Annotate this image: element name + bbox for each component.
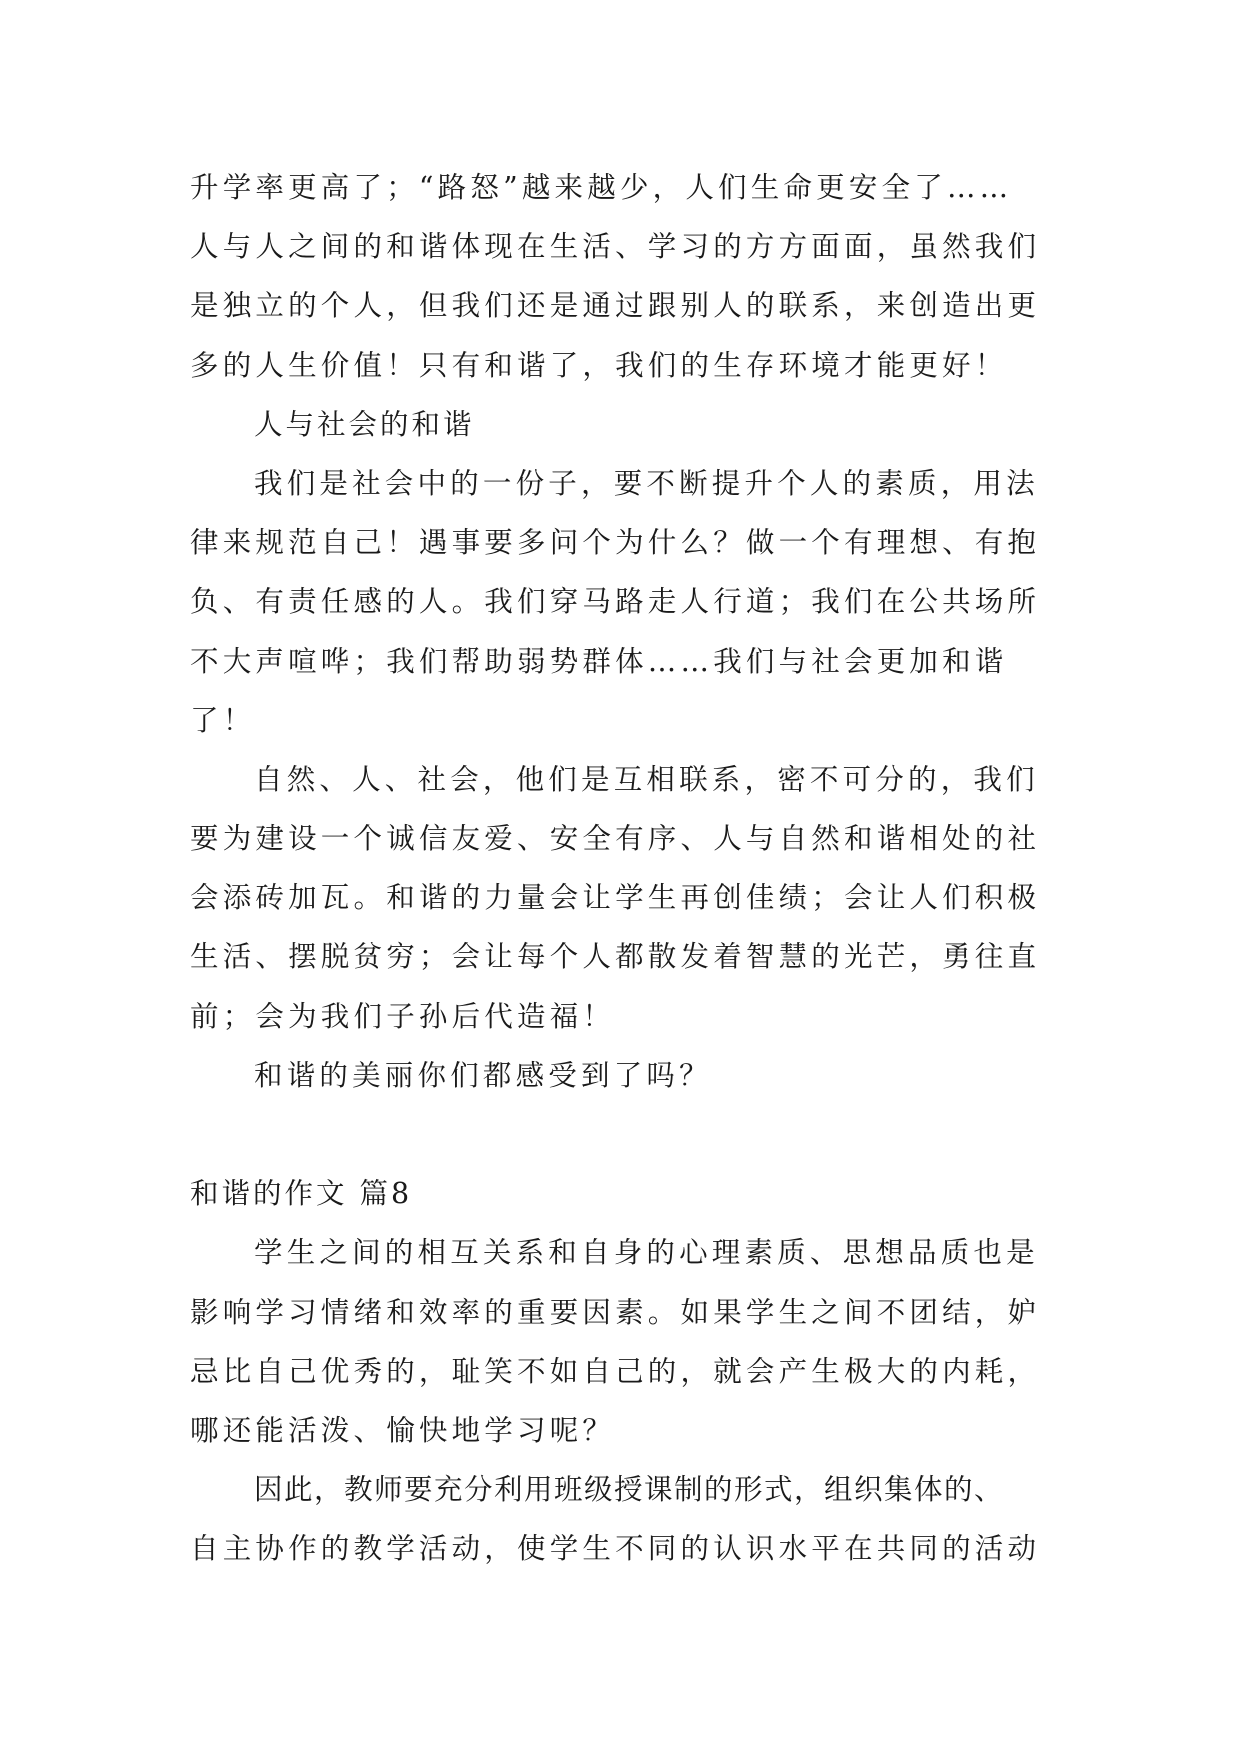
text-line: 我们是社会中的一份子，要不断提升个人的素质，用法 <box>254 466 1039 500</box>
text-line: 多的人生价值！只有和谐了，我们的生存环境才能更好！ <box>190 348 1008 382</box>
text-line: 自主协作的教学活动，使学生不同的认识水平在共同的活动 <box>190 1532 1041 1566</box>
paragraph-society <box>190 454 1060 750</box>
document-body <box>190 158 1060 1579</box>
blank-line <box>190 1105 1060 1164</box>
text-line: 生活、摆脱贫穷；会让每个人都散发着智慧的光芒，勇往直 <box>190 940 1041 974</box>
text-line: 会添砖加瓦。和谐的力量会让学生再创佳绩；会让人们积极 <box>190 881 1041 915</box>
text-line: 自然、人、社会，他们是互相联系，密不可分的，我们 <box>254 762 1039 796</box>
text-line: 不大声喧哗；我们帮助弱势群体……我们与社会更加和谐 <box>190 644 1008 678</box>
text-line: 升学率更高了；“路怒”越来越少，人们生命更安全了…… <box>190 171 1013 204</box>
text-line: 因此，教师要充分利用班级授课制的形式，组织集体的、 <box>254 1473 1005 1507</box>
paragraph-conclusion <box>190 750 1060 1046</box>
text-line: 负、有责任感的人。我们穿马路走人行道；我们在公共场所 <box>190 585 1041 619</box>
text-line: 人与人之间的和谐体现在生活、学习的方方面面，虽然我们 <box>190 230 1041 264</box>
article-heading: 和谐的作文 篇8 <box>190 1177 413 1211</box>
text-line: 忌比自己优秀的，耻笑不如自己的，就会产生极大的内耗， <box>190 1354 1041 1388</box>
text-line: 哪还能活泼、愉快地学习呢？ <box>190 1413 616 1447</box>
section-title: 人与社会的和谐 <box>254 407 475 441</box>
text-line: 要为建设一个诚信友爱、安全有序、人与自然和谐相处的社 <box>190 822 1041 856</box>
text-line: 学生之间的相互关系和自身的心理素质、思想品质也是 <box>254 1236 1039 1270</box>
text-line: 了！ <box>190 703 256 737</box>
text-line: 前；会为我们子孙后代造福！ <box>190 999 616 1033</box>
paragraph-students <box>190 1223 1060 1460</box>
paragraph-teacher <box>190 1460 1060 1578</box>
paragraph-harmony-people <box>190 158 1060 395</box>
text-line: 是独立的个人，但我们还是通过跟别人的联系，来创造出更 <box>190 289 1041 323</box>
text-line: 影响学习情绪和效率的重要因素。如果学生之间不团结，妒 <box>190 1295 1041 1329</box>
closing-question: 和谐的美丽你们都感受到了吗？ <box>254 1058 712 1092</box>
text-line: 律来规范自己！遇事要多问个为什么？做一个有理想、有抱 <box>190 526 1041 560</box>
